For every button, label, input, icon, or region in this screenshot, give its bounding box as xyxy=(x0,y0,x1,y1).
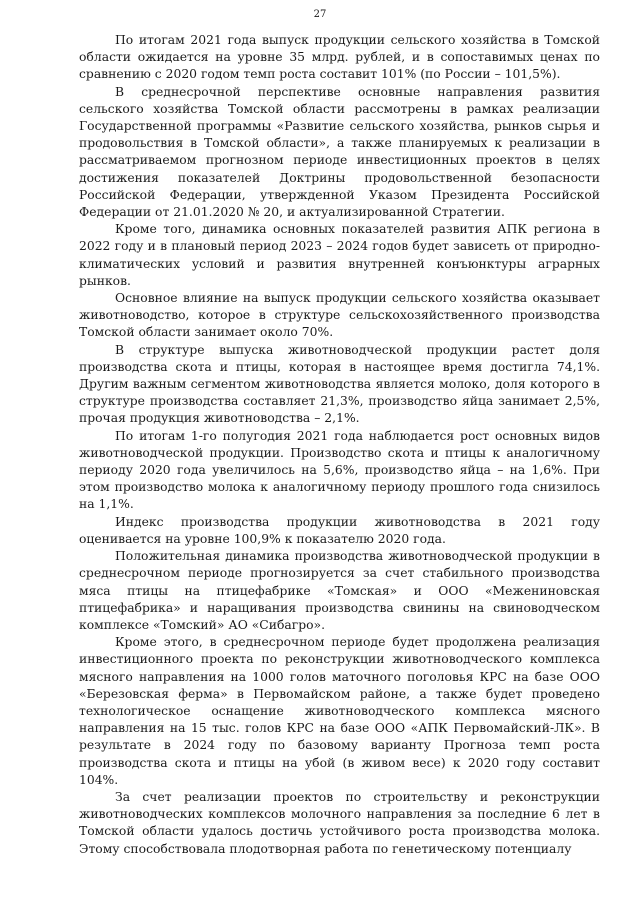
paragraph-2: В среднесрочной перспективе основные направления развития сельского хозяйства Томской области рассмотрены в рамках реализации Государственной программы «Развитие сельского хозяйства, рынков сырья и продовольствия в Томской области», а также планируемых к реализации в рассматриваемом прогнозном периоде инвестиционных проектов в целях достижения показателей Доктрины продовольственной безопасности Российской Федерации, утвержденной Указом Президента Российской Федерации от 21.01.2020 № 20, и актуализированной Стратегии. xyxy=(79,84,600,220)
paragraph-7: Индекс производства продукции животноводства в 2021 году оценивается на уровне 100,9% к показателю 2020 года. xyxy=(79,514,600,546)
paragraph-9: Кроме этого, в среднесрочном периоде будет продолжена реализация инвестиционного проекта по реконструкции животноводческого комплекса мясного направления на 1000 голов маточного поголовья КРС на базе ООО «Березовская ферма» в Первомайском районе, а также будет проведено технологическое оснащение животноводческого комплекса мясного направления на 15 тыс. голов КРС на базе ООО «АПК Первомайский-ЛК». В результате в 2024 году по базовому варианту Прогноза темп роста производства скота и птицы на убой (в живом весе) к 2020 году составит 104%. xyxy=(79,635,600,787)
paragraph-4: Основное влияние на выпуск продукции сельского хозяйства оказывает животноводство, которое в структуре сельскохозяйственного производства Томской области занимает около 70%. xyxy=(79,291,600,340)
paragraph-8: Положительная динамика производства животноводческой продукции в среднесрочном периоде прогнозируется за счет стабильного производства мяса птицы на птицефабрике «Томская» и ООО «Межениновская птицефабрика» и наращивания производства свинины на свиноводческом комплексе «Томский» АО «Сибагро». xyxy=(79,549,600,632)
page-number: 27 xyxy=(313,9,327,20)
paragraph-5: В структуре выпуска животноводческой продукции растет доля производства скота и птицы, которая в настоящее время достигла 74,1%. Другим важным сегментом животноводства является молоко, доля которого в структуре производства составляет 21,3%, производство яйца занимает 2,5%, прочая продукция животноводства – 2,1%. xyxy=(79,342,600,426)
paragraph-10: За счет реализации проектов по строительству и реконструкции животноводческих комплексов молочного направления за последние 6 лет в Томской области удалось достичь устойчивого роста производства молока. Этому способствовала плодотворная работа по генетическому потенциалу xyxy=(79,789,600,856)
paragraph-3: Кроме того, динамика основных показателей развития АПК региона в 2022 году и в плановый период 2023 – 2024 годов будет зависеть от природно-климатических условий и развития внутренней конъюнктуры аграрных рынков. xyxy=(79,222,600,288)
paragraph-6: По итогам 1-го полугодия 2021 года наблюдается рост основных видов животноводческой продукции. Производство скота и птицы к аналогичному периоду 2020 года увеличилось на 5,6%, производство яйца – на 1,6%. При этом производство молока к аналогичному периоду прошлого года снизилось на 1,1%. xyxy=(79,428,600,512)
paragraph-1: По итогам 2021 года выпуск продукции сельского хозяйства в Томской области ожидается на уровне 35 млрд. рублей, и в сопоставимых ценах по сравнению с 2020 годом темп роста составит 101% (по России – 101,5%). xyxy=(79,33,600,82)
body-text xyxy=(79,32,600,858)
